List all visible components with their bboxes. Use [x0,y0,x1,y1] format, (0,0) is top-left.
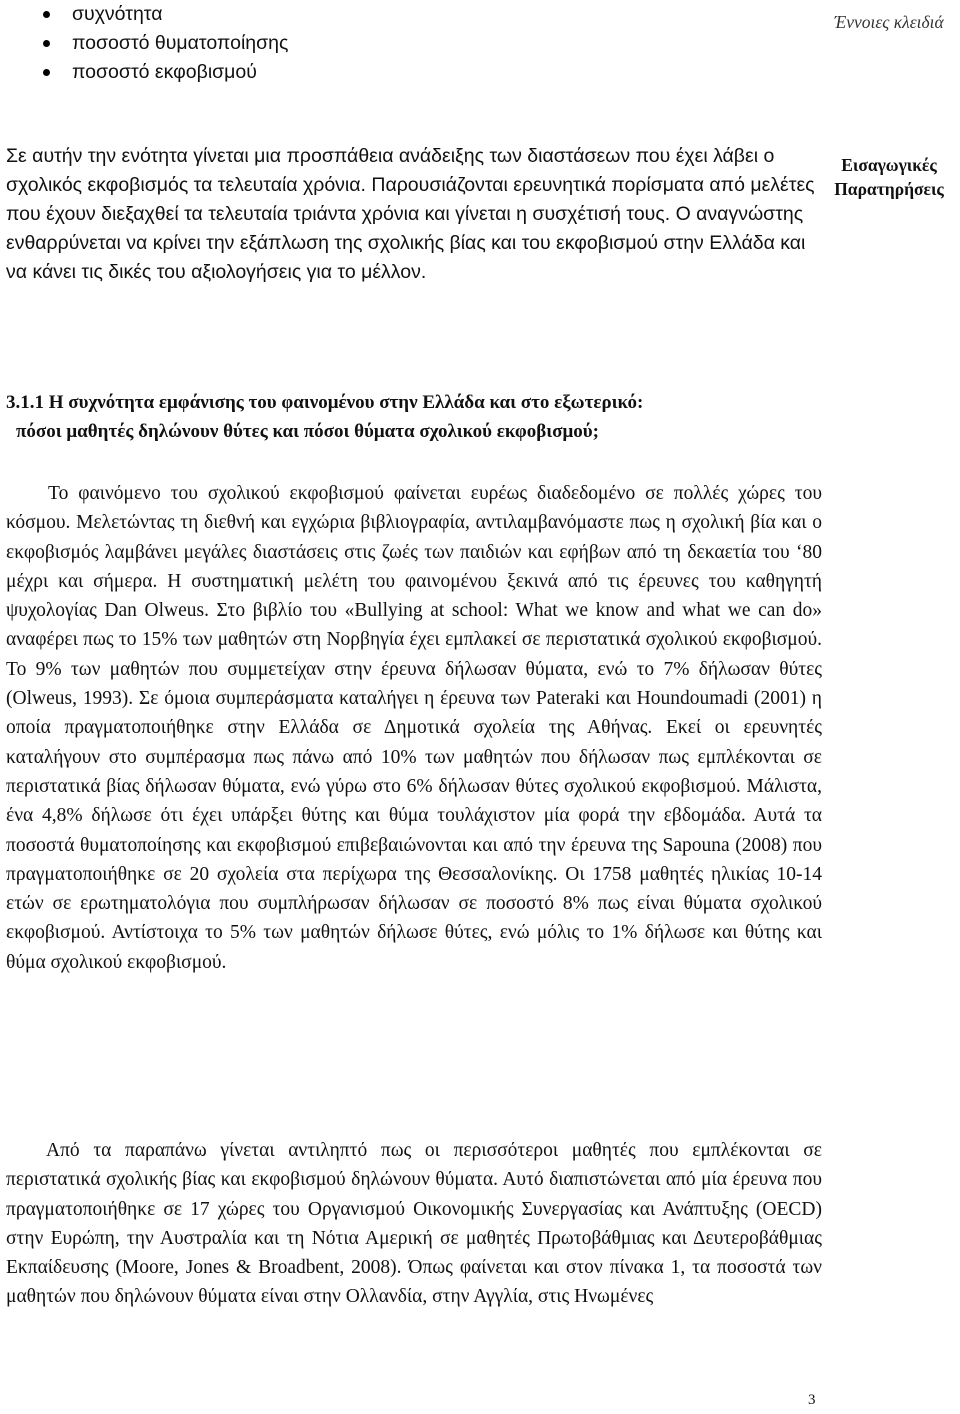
margin-label-key-terms: Έννοιες κλειδιά [834,12,944,32]
key-term-item: ποσοστό θυματοποίησης [18,29,518,58]
body-paragraph-1: Το φαινόμενο του σχολικού εκφοβισμού φαίνεται ευρέως διαδεδομένο σε πολλές χώρες του κόσμου. Μελετώντας τη διεθνή και εγχώρια βιβλιογραφία, αντιλαμβανόμαστε πως η σχολική βία και ο εκφοβισμός λαμβάνει μεγάλες διαστάσεις στις ζωές των παιδιών και εφήβων από τη δεκαετία του ‘80 μέχρι και σήμερα. Η συστηματική μελέτη του φαινομένου ξεκινά από τις έρευνες του καθηγητή ψυχολογίας Dan Olweus. Στο βιβλίο του «Bullying at school: What we know and what we can do» αναφέρει πως το 15% των μαθητών στη Νορβηγία έχει εμπλακεί σε περιστατικά σχολικού εκφοβισμού. Το 9% των μαθητών που συμμετείχαν στην έρευνα δήλωσαν θύματα, ενώ το 7% δήλωσαν θύτες (Olweus, 1993). Σε όμοια συμπεράσματα καταλήγει η έρευνα των Pateraki και Houndoumadi (2001) η οποία πραγματοποιήθηκε στην Ελλάδα σε Δημοτικά σχολεία της Αθήνας. Εκεί οι ερευνητές καταλήγουν στο συμπέρασμα πως πάνω από 10% των μαθητών που δήλωσαν πως εμπλέκονται σε περιστατικά βίας δήλωσαν θύματα, ενώ γύρω στο 6% δήλωσαν θύτες σχολικού εκφοβισμού. Μάλιστα, ένα 4,8% δήλωσε ότι έχει υπάρξει θύτης και θύμα τουλάχιστον μία φορά την εβδομάδα. Αυτά τα ποσοστά θυματοποίησης και εκφοβισμού επιβεβαιώνονται και από την έρευνα της Sapouna (2008) που πραγματοποιήθηκε σε 20 σχολεία στα περίχωρα της Θεσσαλονίκης. Οι 1758 μαθητές ηλικίας 10-14 ετών σε ερωτηματολόγια που συμπλήρωσαν δήλωσαν σε ποσοστό 8% πως είναι θύματα σχολικού εκφοβισμού. Αντίστοιχα το 5% των μαθητών δήλωσε θύτες, ενώ μόλις το 1% δήλωσε και θύτης και θύμα σχολικού εκφοβισμού. [6,483,822,973]
intro-paragraph: Σε αυτήν την ενότητα γίνεται μια προσπάθεια ανάδειξης των διαστάσεων που έχει λάβει ο σχολικός εκφοβισμός τα τελευταία χρόνια. Παρουσιάζονται ερευνητικά πορίσματα από μελέτες που έχουν διεξαχθεί τα τελευταία τριάντα χρόνια και γίνεται η συσχέτισή τους. Ο αναγνώστης ενθαρρύνεται να κρίνει την εξάπλωση της σχολικής βίας και του εκφοβισμού στην Ελλάδα και να κάνει τις δικές του αξιολογήσεις για το μέλλον. [6,145,815,283]
section-heading-line-2: πόσοι μαθητές δηλώνουν θύτες και πόσοι θύματα σχολικού εκφοβισμού; [16,421,599,442]
key-terms-list [18,0,518,87]
key-term-item: ποσοστό εκφοβισμού [18,58,518,87]
body-paragraph-2: Από τα παραπάνω γίνεται αντιληπτό πως οι περισσότεροι μαθητές που εμπλέκονται σε περιστατικά σχολικής βίας και εκφοβισμού δηλώνουν θύματα. Αυτό διαπιστώνεται από μία έρευνα που πραγματοποιήθηκε σε 17 χώρες του Οργανισμού Οικονομικής Συνεργασίας και Ανάπτυξης (OECD) στην Ευρώπη, την Αυστραλία και τη Νότια Αμερική σε μαθητές Πρωτοβάθμιας και Δευτεροβάθμιας Εκπαίδευσης (Moore, Jones & Broadbent, 2008). Όπως φαίνεται και στον πίνακα 1, τα ποσοστά των μαθητών που δηλώνουν θύματα είναι στην Ολλανδία, στην Αγγλία, στις Ηνωμένες [6,1140,822,1308]
key-term-item: συχνότητα [18,0,518,29]
section-heading-line-1: 3.1.1 Η συχνότητα εμφάνισης του φαινομένου στην Ελλάδα και στο εξωτερικό: [6,392,644,413]
page-number: 3 [808,1392,816,1408]
margin-label-intro: Εισαγωγικές Παρατηρήσεις [834,155,944,199]
section-heading [6,388,832,446]
